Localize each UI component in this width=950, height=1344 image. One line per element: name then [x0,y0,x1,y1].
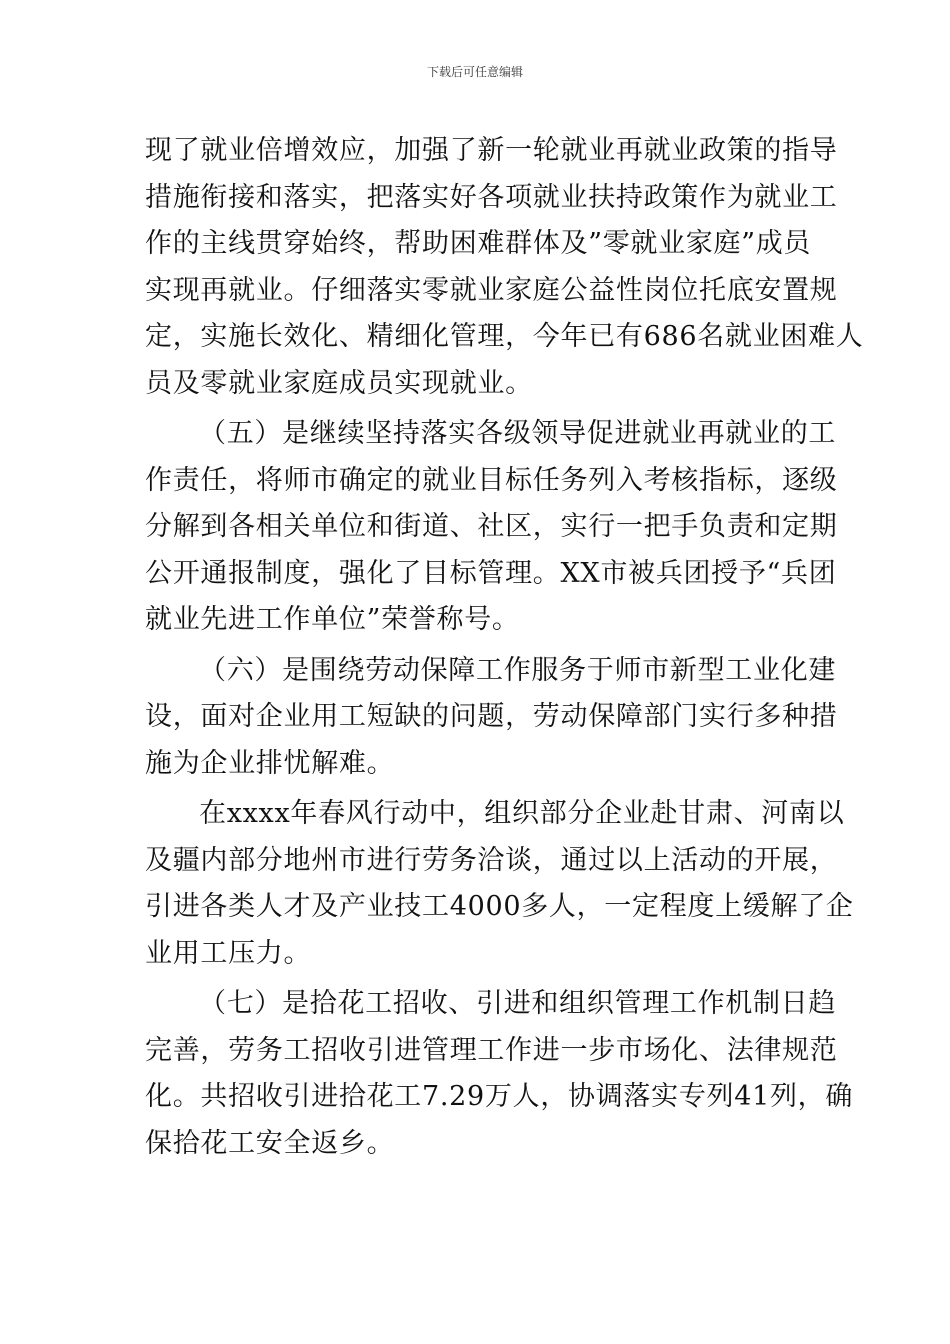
paragraph [145,128,864,407]
text-line: （六）是围绕劳动保障工作服务于师市新型工业化建 [199,654,837,686]
text-line: （五）是继续坚持落实各级领导促进就业再就业的工 [199,418,837,449]
text-line: （七）是拾花工招收、引进和组织管理工作机制日趋 [199,988,837,1019]
document-body [145,128,864,1167]
text-line: 化。共招收引进拾花工7.29万人，协调落实专列41列，确 [145,1081,854,1112]
text-line: 就业先进工作单位”荣誉称号。 [145,604,520,635]
paragraph [145,981,854,1167]
text-line: 及疆内部分地州市进行劳务洽谈，通过以上活动的开展， [145,844,838,876]
text-line: 员及零就业家庭成员实现就业。 [145,367,533,399]
paragraph [145,411,838,644]
text-line: 作的主线贯穿始终，帮助困难群体及”零就业家庭”成员 [145,228,812,259]
text-line: 业用工压力。 [145,937,312,969]
text-line: 分解到各相关单位和街道、社区，实行一把手负责和定期 [145,511,838,542]
text-line: 保拾花工安全返乡。 [145,1127,395,1159]
text-line: 现了就业倍增效应，加强了新一轮就业再就业政策的指导 [145,135,838,166]
text-line: 公开通报制度，强化了目标管理。XX市被兵团授予“兵团 [145,557,837,589]
text-line: 设，面对企业用工短缺的问题，劳动保障部门实行多种措 [145,701,838,732]
page-header-note: 下载后可任意编辑 [426,65,523,79]
text-line: 完善，劳务工招收引进管理工作进一步市场化、法律规范 [145,1034,838,1066]
text-line: 引进各类人才及产业技工4000多人，一定程度上缓解了企 [145,891,854,922]
text-line: 实现再就业。仔细落实零就业家庭公益性岗位托底安置规 [145,274,838,306]
paragraph [145,648,838,788]
text-line: 施为企业排忧解难。 [145,747,395,779]
text-line: 在xxxx年春风行动中，组织部分企业赴甘肃、河南以 [199,798,845,829]
text-line: 措施衔接和落实，把落实好各项就业扶持政策作为就业工 [145,181,838,213]
text-line: 定，实施长效化、精细化管理，今年已有686名就业困难人 [145,321,864,352]
paragraph [145,791,854,977]
text-line: 作责任，将师市确定的就业目标任务列入考核指标，逐级 [145,464,838,496]
